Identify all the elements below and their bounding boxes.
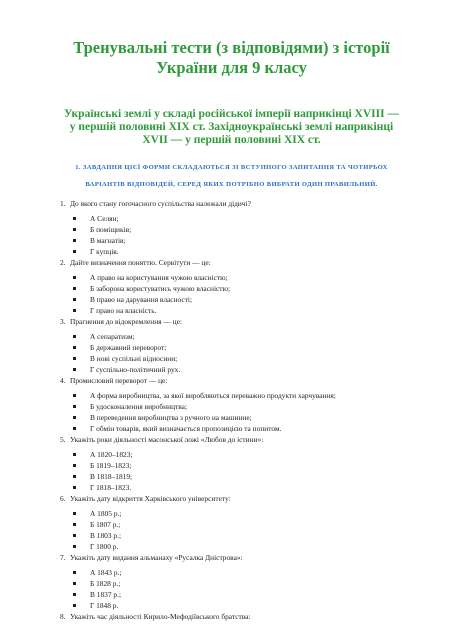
answer-option: Г 1818–1823. [60,482,403,493]
task-instructions [60,159,403,193]
question-text: Укажіть час діяльності Кирило-Мефодіївського братства: [70,612,251,621]
question-text: Промисловий переворот — це: [70,376,168,385]
answer-options [60,567,403,611]
question-text: Укажіть дату відкриття Харківського університету: [70,494,231,503]
answer-options [60,272,403,316]
answer-option: А сепаратизм; [60,331,403,342]
answer-option: В нові суспільні відносини; [60,353,403,364]
question-text: Прагнення до відокремлення — це: [70,317,182,326]
answer-option: В 1818–1819; [60,471,403,482]
question-text: До якого стану гогочасного суспільства належали дідичі? [70,199,251,208]
question [60,434,403,445]
answer-option: Г 1800 р. [60,541,403,552]
answer-option: Б 1828 р.; [60,578,403,589]
answer-option: А Селян; [60,213,403,224]
answer-options [60,331,403,375]
answer-option: В 1837 р.; [60,589,403,600]
question-text: Укажіть дату видання альманаху «Русалка Дністрова»: [70,553,243,562]
question [60,552,403,563]
answer-option: Б заборона користуватись чужою власністю; [60,283,403,294]
question-number: 7. [60,553,66,562]
question-number: 8. [60,612,66,621]
answer-option: А форма виробництва, за якої виробляються переважно продукти харчування; [60,390,403,401]
answer-option: В 1803 р.; [60,530,403,541]
task-instructions-line-2: ВАРІАНТІВ ВІДПОВІДЕЙ, СЕРЕД ЯКИХ ПОТРІБНО ВИБРАТИ ОДИН ПРАВИЛЬНИЙ. [85,181,378,188]
task-instructions-line-1: 1. ЗАВДАННЯ ЦІЄЇ ФОРМИ СКЛАДАЮТЬСЯ ЗІ ВСТУПНОГО ЗАПИТАННЯ ТА ЧОТИРЬОХ [75,164,388,171]
question [60,316,403,327]
answer-option: Г обмін товарів, який визначається пропозицією та попитом. [60,423,403,434]
answer-option: А 1843 р.; [60,567,403,578]
question-number: 3. [60,317,66,326]
question-number: 6. [60,494,66,503]
answer-option: Б державний переворот; [60,342,403,353]
answer-option: Г 1848 р. [60,600,403,611]
answer-option: А 1805 р.; [60,508,403,519]
answer-option: Г суспільно-політичний рух. [60,364,403,375]
question [60,257,403,268]
answer-option: В переведення виробництва з ручного на машинне; [60,412,403,423]
question-number: 2. [60,258,66,267]
question-number: 1. [60,199,66,208]
answer-option: Б 1807 р.; [60,519,403,530]
question-text: Дайте визначення поняттю. Сервітути — це: [70,258,211,267]
question [60,198,403,209]
section-subtitle: Українські землі у складі російської імперії наприкінці XVIII — у першій половині XIX ст. Західноукраїнські землі наприкінці XVII — у першій половині XIX ст. [64,108,399,146]
answer-option: А 1820–1823; [60,449,403,460]
answer-option: Г купців. [60,246,403,257]
answer-option: А право на користування чужою власністю; [60,272,403,283]
answer-option: Б удосконалення виробництва; [60,401,403,412]
question-list [60,198,403,622]
answer-option: В магнатів; [60,235,403,246]
answer-options [60,508,403,552]
question-number: 5. [60,435,66,444]
answer-options [60,390,403,434]
question-number: 4. [60,376,66,385]
answer-option: Б поміщиків; [60,224,403,235]
answer-option: Г право на власність. [60,305,403,316]
question [60,375,403,386]
question-text: Укажіть роки діяльності масонської ложі «Любов до істини»: [70,435,264,444]
page-title: Тренувальні тести (з відповідями) з історії України для 9 класу [73,38,390,77]
answer-options [60,213,403,257]
question [60,493,403,504]
answer-option: В право на дарування власності; [60,294,403,305]
answer-option: Б 1819–1823; [60,460,403,471]
answer-options [60,449,403,493]
question [60,611,403,622]
